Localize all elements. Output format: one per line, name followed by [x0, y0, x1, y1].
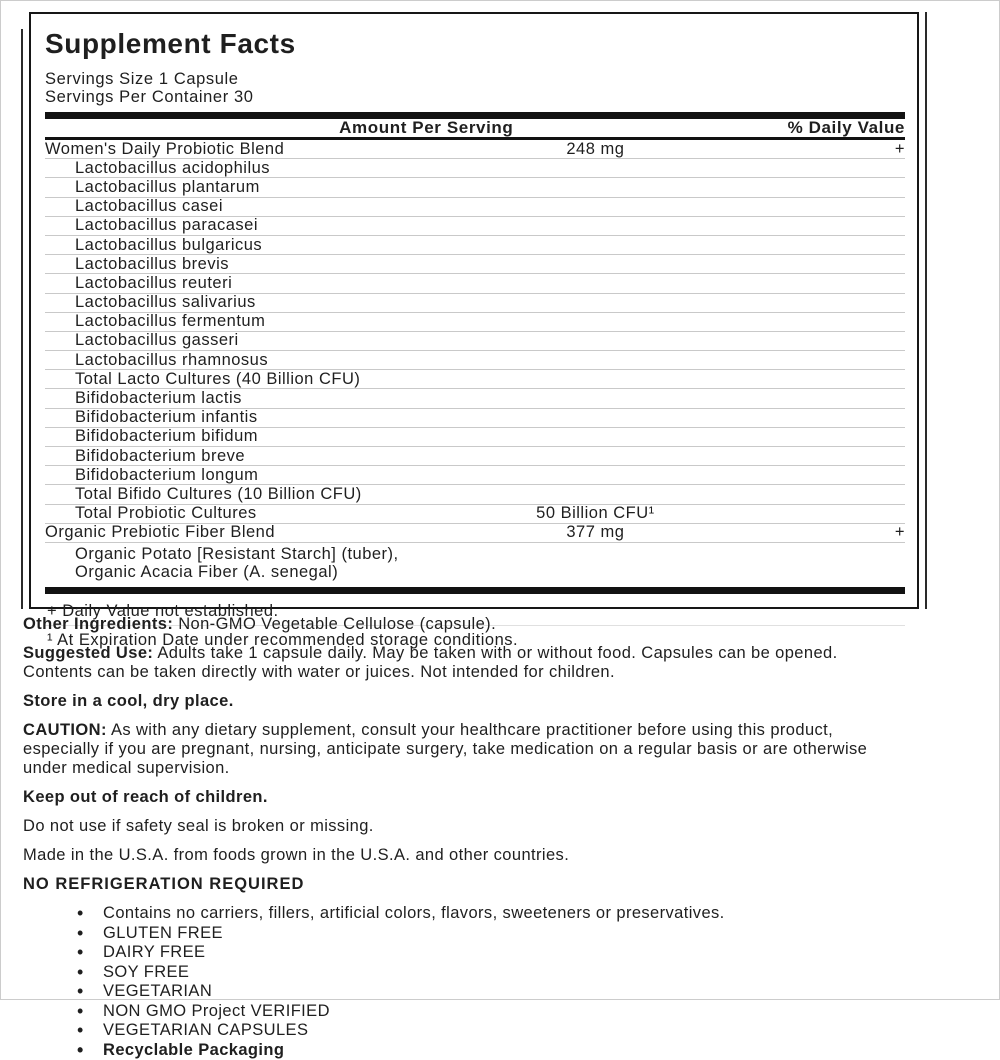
facts-row: [45, 524, 905, 543]
feature-bullet: • Recyclable Packaging: [71, 1041, 911, 1060]
left-edge-line: [21, 29, 23, 609]
ingredient-name: Total Bifido Cultures (10 Billion CFU): [45, 485, 362, 504]
ingredient-name: Lactobacillus acidophilus: [45, 159, 270, 178]
ingredient-name: Bifidobacterium lactis: [45, 389, 242, 408]
ingredient-daily-value: +: [895, 140, 905, 159]
facts-rows: [45, 140, 905, 581]
facts-row: [45, 255, 905, 274]
facts-row: [45, 389, 905, 408]
facts-row: [45, 274, 905, 293]
footnote-top-bar: [45, 587, 905, 594]
servings-per-container: Servings Per Container 30: [45, 88, 905, 106]
feature-bullet: • VEGETARIAN CAPSULES: [71, 1021, 911, 1041]
column-header-daily-value: % Daily Value: [788, 118, 905, 138]
suggested-use-text: Adults take 1 capsule daily. May be taken with or without food. Capsules can be opened. Contents can be taken directly with water or juices. Not intended for children.: [23, 644, 838, 681]
facts-row: [45, 217, 905, 236]
ingredient-name: Lactobacillus brevis: [45, 255, 229, 274]
other-ingredients-label: Other Ingredients:: [23, 615, 173, 633]
facts-row: [45, 332, 905, 351]
feature-bullet: • DAIRY FREE: [71, 943, 911, 963]
info-section: [23, 615, 911, 1060]
other-ingredients: [23, 615, 911, 634]
facts-row: [45, 159, 905, 178]
right-edge-line: [925, 12, 927, 609]
caution-label: CAUTION:: [23, 721, 107, 739]
panel-title: Supplement Facts: [45, 28, 905, 60]
ingredient-name: Bifidobacterium longum: [45, 466, 258, 485]
facts-row: [45, 409, 905, 428]
storage-instruction: Store in a cool, dry place.: [23, 692, 911, 711]
ingredient-name: Total Lacto Cultures (40 Billion CFU): [45, 370, 360, 389]
suggested-use: [23, 644, 911, 682]
other-ingredients-text: Non-GMO Vegetable Cellulose (capsule).: [178, 615, 496, 633]
ingredient-name: Lactobacillus paracasei: [45, 216, 258, 235]
footnote: ¹ At Expiration Date under recommended storage conditions.: [45, 625, 905, 654]
feature-bullet: • NON GMO Project VERIFIED: [71, 1002, 911, 1022]
ingredient-name: Lactobacillus salivarius: [45, 293, 256, 312]
ingredient-name: Lactobacillus plantarum: [45, 178, 260, 197]
ingredient-name: Women's Daily Probiotic Blend: [45, 140, 284, 159]
facts-row: [45, 140, 905, 159]
supplement-facts-panel: [29, 12, 919, 609]
facts-row: [45, 485, 905, 504]
ingredient-name: Bifidobacterium bifidum: [45, 427, 258, 446]
facts-row: [45, 447, 905, 466]
ingredient-name: Lactobacillus reuteri: [45, 274, 232, 293]
ingredient-name: Total Probiotic Cultures: [45, 504, 257, 523]
facts-row: [45, 370, 905, 389]
facts-row: [45, 178, 905, 197]
facts-row: [45, 505, 905, 524]
feature-bullet: • Contains no carriers, fillers, artificial colors, flavors, sweeteners or preservatives.: [71, 904, 911, 924]
ingredient-name: Lactobacillus fermentum: [45, 312, 265, 331]
ingredient-name: Lactobacillus casei: [45, 197, 223, 216]
made-in-statement: Made in the U.S.A. from foods grown in the U.S.A. and other countries.: [23, 846, 911, 865]
ingredient-name: Organic Potato [Resistant Starch] (tuber), Organic Acacia Fiber (A. senegal): [45, 545, 399, 581]
suggested-use-label: Suggested Use:: [23, 644, 153, 662]
ingredient-name: Lactobacillus rhamnosus: [45, 351, 268, 370]
ingredient-name: Lactobacillus gasseri: [45, 331, 239, 350]
ingredient-name: Bifidobacterium infantis: [45, 408, 258, 427]
facts-row: [45, 351, 905, 370]
serving-size: Servings Size 1 Capsule: [45, 70, 905, 88]
facts-row: [45, 198, 905, 217]
keep-out-of-reach: Keep out of reach of children.: [23, 788, 911, 807]
feature-bullet: • VEGETARIAN: [71, 982, 911, 1002]
caution: [23, 721, 911, 778]
ingredient-amount: 50 Billion CFU¹: [441, 504, 751, 523]
column-header-amount: Amount Per Serving: [45, 118, 788, 138]
safety-seal-notice: Do not use if safety seal is broken or missing.: [23, 817, 911, 836]
facts-row: [45, 236, 905, 255]
facts-row: [45, 313, 905, 332]
no-refrigeration-heading: NO REFRIGERATION REQUIRED: [23, 875, 911, 894]
footnote: + Daily Value not established.: [45, 597, 905, 625]
ingredient-amount: 248 mg: [441, 140, 751, 159]
facts-header-row: [45, 119, 905, 140]
facts-row: [45, 466, 905, 485]
ingredient-daily-value: +: [895, 523, 905, 542]
facts-row: [45, 294, 905, 313]
facts-row: [45, 543, 905, 581]
ingredient-amount: 377 mg: [441, 523, 751, 542]
caution-text: As with any dietary supplement, consult your healthcare practitioner before using this product, especially if you are pregnant, nursing, anticipate surgery, take medication on a regular basis or are otherwise under medical supervision.: [23, 721, 867, 777]
ingredient-name: Lactobacillus bulgaricus: [45, 236, 262, 255]
ingredient-name: Bifidobacterium breve: [45, 447, 245, 466]
feature-bullet-list: [71, 904, 911, 1060]
feature-bullet: • SOY FREE: [71, 963, 911, 983]
ingredient-name: Organic Prebiotic Fiber Blend: [45, 523, 275, 542]
feature-bullet: • GLUTEN FREE: [71, 924, 911, 944]
facts-row: [45, 428, 905, 447]
